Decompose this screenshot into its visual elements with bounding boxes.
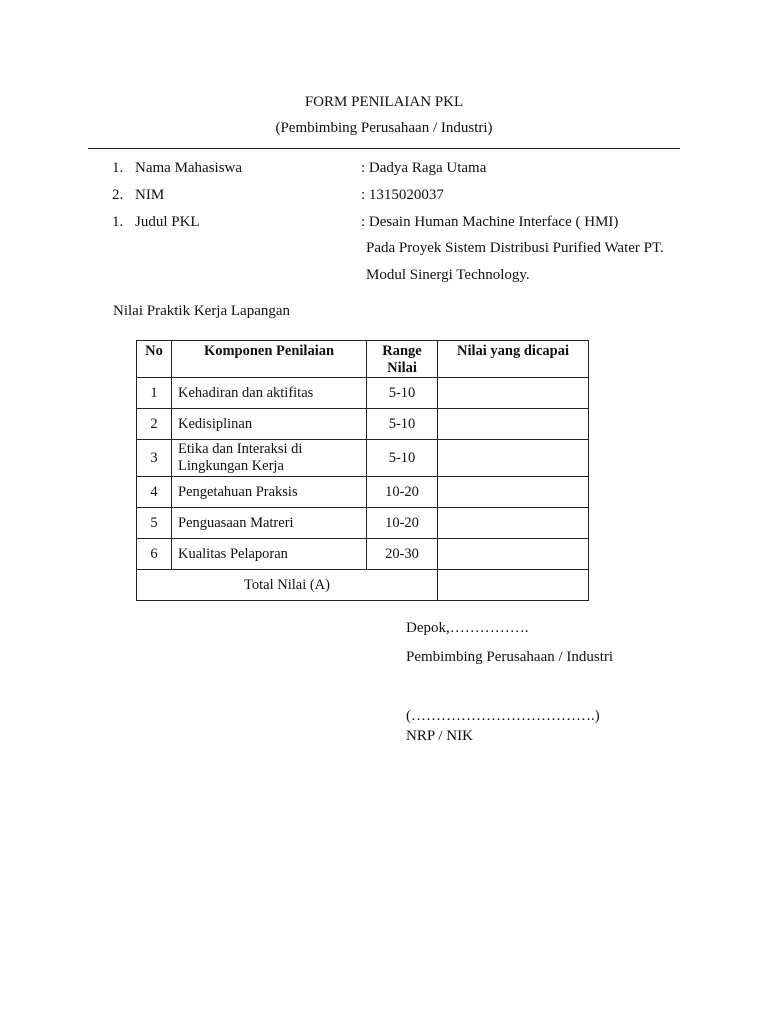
judul-continuation-line: Modul Sinergi Technology. <box>366 267 530 283</box>
table-header-row <box>137 341 589 378</box>
info-number: 1. <box>112 160 124 176</box>
header-no: No <box>137 341 172 378</box>
row-nilai-field[interactable] <box>438 508 589 539</box>
row-komponen: Kehadiran dan aktifitas <box>172 378 367 409</box>
row-komponen: Penguasaan Matreri <box>172 508 367 539</box>
table-row <box>137 440 589 477</box>
info-label-judul: Judul PKL <box>135 214 200 230</box>
row-no: 6 <box>137 539 172 570</box>
info-label-nama: Nama Mahasiswa <box>135 160 243 176</box>
row-komponen: Pengetahuan Praksis <box>172 477 367 508</box>
row-komponen: Etika dan Interaksi di Lingkungan Kerja <box>172 440 367 477</box>
section-heading: Nilai Praktik Kerja Lapangan <box>113 303 291 319</box>
row-range: 5-10 <box>367 409 438 440</box>
row-no: 4 <box>137 477 172 508</box>
row-range: 10-20 <box>367 508 438 539</box>
row-range: 5-10 <box>367 440 438 477</box>
row-no: 5 <box>137 508 172 539</box>
signature-name-blank: (……………………………….) <box>406 708 600 724</box>
row-nilai-field[interactable] <box>438 440 589 477</box>
signature-role: Pembimbing Perusahaan / Industri <box>406 649 614 665</box>
row-range: 10-20 <box>367 477 438 508</box>
signature-place-date: Depok,……………. <box>406 620 529 636</box>
row-nilai-field[interactable] <box>438 378 589 409</box>
info-number: 2. <box>112 187 124 203</box>
header-range-line2: Nilai <box>387 360 417 376</box>
table-row <box>137 378 589 409</box>
row-range: 5-10 <box>367 378 438 409</box>
table-row <box>137 477 589 508</box>
header-nilai: Nilai yang dicapai <box>438 341 589 378</box>
table-row <box>137 409 589 440</box>
table-row <box>137 508 589 539</box>
header-divider <box>88 148 680 149</box>
row-range: 20-30 <box>367 539 438 570</box>
total-value-field[interactable] <box>438 570 589 601</box>
total-label: Total Nilai (A) <box>137 570 438 601</box>
signature-id-label: NRP / NIK <box>406 728 473 744</box>
info-value-judul: : Desain Human Machine Interface ( HMI) <box>361 214 619 230</box>
row-komponen: Kualitas Pelaporan <box>172 539 367 570</box>
header-range-line1: Range <box>382 343 422 359</box>
assessment-table <box>136 340 589 601</box>
info-number: 1. <box>112 214 124 230</box>
row-nilai-field[interactable] <box>438 477 589 508</box>
row-nilai-field[interactable] <box>438 539 589 570</box>
info-value-nim: : 1315020037 <box>361 187 444 203</box>
form-title: FORM PENILAIAN PKL <box>304 94 464 110</box>
row-nilai-field[interactable] <box>438 409 589 440</box>
row-no: 2 <box>137 409 172 440</box>
table-total-row <box>137 570 589 601</box>
header-range <box>367 341 438 378</box>
info-value-nama: : Dadya Raga Utama <box>361 160 487 176</box>
judul-continuation-line: Pada Proyek Sistem Distribusi Purified Water PT. <box>366 240 664 256</box>
row-no: 3 <box>137 440 172 477</box>
info-label-nim: NIM <box>135 187 165 203</box>
row-no: 1 <box>137 378 172 409</box>
form-subtitle: (Pembimbing Perusahaan / Industri) <box>275 120 493 136</box>
header-komponen: Komponen Penilaian <box>172 341 367 378</box>
table-row <box>137 539 589 570</box>
row-komponen: Kedisiplinan <box>172 409 367 440</box>
